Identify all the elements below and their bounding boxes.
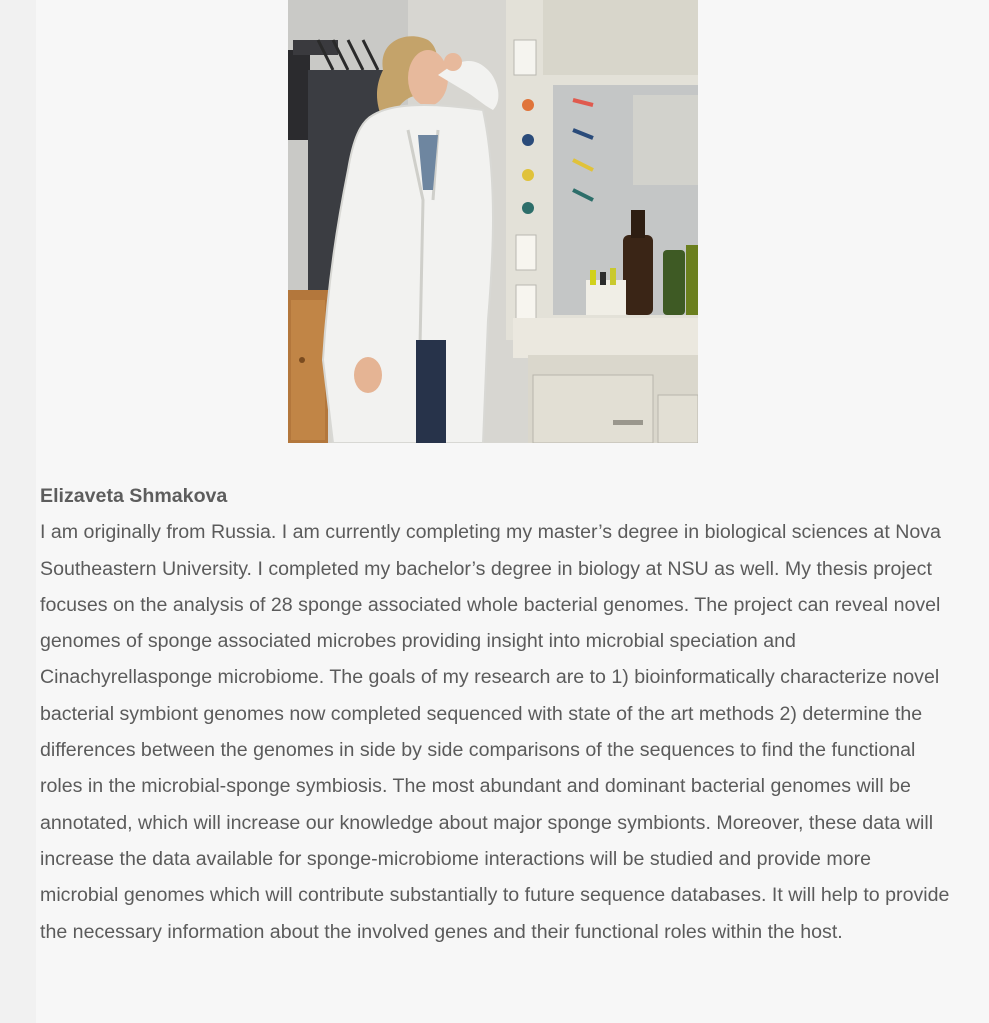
person-name: Elizaveta Shmakova [40,485,228,507]
bio-section [40,478,952,950]
bio-paragraph: I am originally from Russia. I am currently completing my master’s degree in biological sciences at Nova Southeastern University. I completed my bachelor’s degree in biology at NSU as well. My thesis project focuses on the analysis of 28 sponge associated whole bacterial genomes. The project can reveal novel genomes of sponge associated microbes providing insight into microbial speciation and Cinachyrellasponge microbiome. The goals of my research are to 1) bioinformatically characterize novel bacterial symbiont genomes now completed sequenced with state of the art methods 2) determine the differences between the genomes in side by side comparisons of the sequences to find the functional roles in the microbial-sponge symbiosis. The most abundant and dominant bacterial genomes will be annotated, which will increase our knowledge about major sponge symbionts. Moreover, these data will increase the data available for sponge-microbiome interactions will be studied and provide more microbial genomes which will contribute substantially to future sequence databases. It will help to provide the necessary information about the involved genes and their functional roles within the host. [40,521,950,943]
profile-photo [288,0,698,443]
page-margin [0,0,36,1023]
